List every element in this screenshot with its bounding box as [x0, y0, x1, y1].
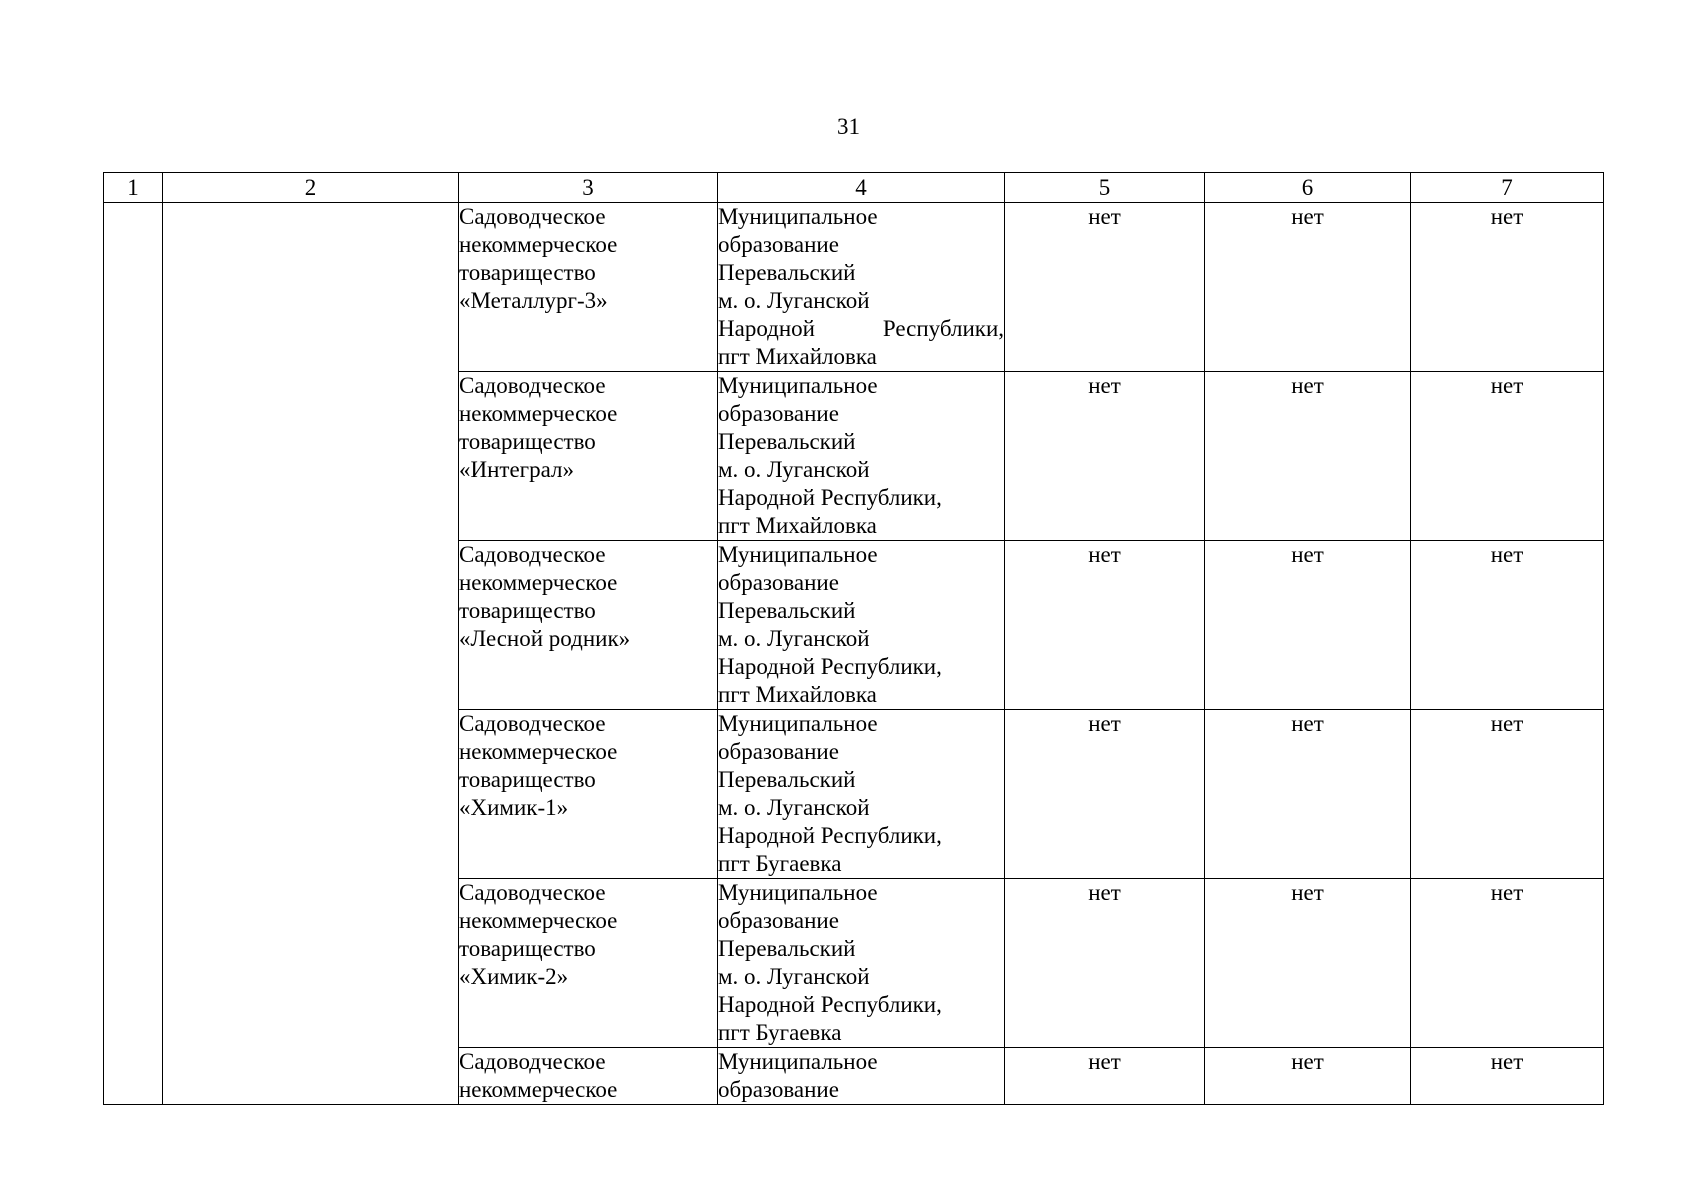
- column-7-value: нет: [1411, 203, 1604, 372]
- text-line: образование: [718, 570, 839, 595]
- text-line: образование: [718, 1077, 839, 1102]
- text-line: Муниципальное: [718, 880, 878, 905]
- text-line: Перевальский: [718, 936, 856, 961]
- organization-name-cell: [459, 372, 718, 541]
- column-6-value: нет: [1205, 541, 1411, 710]
- column-6-value: нет: [1205, 1048, 1411, 1105]
- column-header-5: 5: [1005, 173, 1205, 203]
- location-cell: [718, 710, 1005, 879]
- organization-name-cell: [459, 541, 718, 710]
- column-header-4: 4: [718, 173, 1005, 203]
- text-line: Перевальский: [718, 767, 856, 792]
- text-line: Садоводческое: [459, 204, 606, 229]
- text-line: некоммерческое: [459, 232, 618, 257]
- column-7-value: нет: [1411, 1048, 1604, 1105]
- column-5-value: нет: [1005, 879, 1205, 1048]
- column-7-value: нет: [1411, 879, 1604, 1048]
- text-line: «Химик-1»: [459, 795, 569, 820]
- text-line: Народной Республики,: [718, 485, 942, 510]
- text-line: «Лесной родник»: [459, 626, 631, 651]
- text-line: Муниципальное: [718, 1049, 878, 1074]
- text-line: товарищество: [459, 598, 596, 623]
- text-line: Народной Республики,: [718, 992, 942, 1017]
- text-line: некоммерческое: [459, 739, 618, 764]
- text-line: некоммерческое: [459, 570, 618, 595]
- text-line: м. о. Луганской: [718, 457, 870, 482]
- text-line: товарищество: [459, 429, 596, 454]
- column-7-value: нет: [1411, 710, 1604, 879]
- column-2-cell: [163, 203, 459, 1105]
- organization-name-cell: [459, 203, 718, 372]
- text-line: товарищество: [459, 936, 596, 961]
- location-cell: [718, 879, 1005, 1048]
- text-line: Садоводческое: [459, 542, 606, 567]
- text-line: Садоводческое: [459, 373, 606, 398]
- text-line: Садоводческое: [459, 880, 606, 905]
- column-5-value: нет: [1005, 710, 1205, 879]
- text-line: м. о. Луганской: [718, 795, 870, 820]
- text-line: «Металлург-3»: [459, 288, 608, 313]
- location-cell: [718, 203, 1005, 372]
- text-line: м. о. Луганской: [718, 626, 870, 651]
- text-line: Народной Республики,: [718, 654, 942, 679]
- text-line: пгт Бугаевка: [718, 1020, 842, 1045]
- column-6-value: нет: [1205, 710, 1411, 879]
- text-line: пгт Михайловка: [718, 344, 877, 369]
- text-line: пгт Михайловка: [718, 682, 877, 707]
- document-table: [103, 172, 1604, 1105]
- column-7-value: нет: [1411, 541, 1604, 710]
- column-header-7: 7: [1411, 173, 1604, 203]
- text-line: «Химик-2»: [459, 964, 569, 989]
- column-5-value: нет: [1005, 541, 1205, 710]
- table-row: [104, 203, 1604, 372]
- organization-name-cell: [459, 710, 718, 879]
- organization-name-cell: [459, 1048, 718, 1105]
- text-line: пгт Михайловка: [718, 513, 877, 538]
- text-line: некоммерческое: [459, 401, 618, 426]
- location-cell: [718, 372, 1005, 541]
- organization-name-cell: [459, 879, 718, 1048]
- column-5-value: нет: [1005, 1048, 1205, 1105]
- text-line: Садоводческое: [459, 1049, 606, 1074]
- page-number: 31: [837, 114, 860, 139]
- column-5-value: нет: [1005, 372, 1205, 541]
- text-line: Перевальский: [718, 429, 856, 454]
- text-line: «Интеграл»: [459, 457, 574, 482]
- text-line: некоммерческое: [459, 908, 618, 933]
- text-line: м. о. Луганской: [718, 288, 870, 313]
- location-cell: [718, 1048, 1005, 1105]
- text-line: образование: [718, 232, 839, 257]
- column-header-2: 2: [163, 173, 459, 203]
- text-line: образование: [718, 739, 839, 764]
- text-line: Перевальский: [718, 598, 856, 623]
- table-header-row: [104, 173, 1604, 203]
- location-cell: [718, 541, 1005, 710]
- text-line: Народной Республики,: [718, 316, 1004, 341]
- text-line: Муниципальное: [718, 711, 878, 736]
- column-header-1: 1: [104, 173, 163, 203]
- column-7-value: нет: [1411, 372, 1604, 541]
- text-line: товарищество: [459, 767, 596, 792]
- column-header-6: 6: [1205, 173, 1411, 203]
- text-line: образование: [718, 908, 839, 933]
- text-line: Муниципальное: [718, 373, 878, 398]
- text-line: пгт Бугаевка: [718, 851, 842, 876]
- text-line: Муниципальное: [718, 542, 878, 567]
- column-6-value: нет: [1205, 372, 1411, 541]
- column-header-3: 3: [459, 173, 718, 203]
- column-1-cell: [104, 203, 163, 1105]
- column-6-value: нет: [1205, 879, 1411, 1048]
- text-line: Перевальский: [718, 260, 856, 285]
- text-line: Садоводческое: [459, 711, 606, 736]
- text-line: м. о. Луганской: [718, 964, 870, 989]
- text-line: Народной Республики,: [718, 823, 942, 848]
- text-line: товарищество: [459, 260, 596, 285]
- text-line: некоммерческое: [459, 1077, 618, 1102]
- text-line: образование: [718, 401, 839, 426]
- column-5-value: нет: [1005, 203, 1205, 372]
- text-line: Муниципальное: [718, 204, 878, 229]
- column-6-value: нет: [1205, 203, 1411, 372]
